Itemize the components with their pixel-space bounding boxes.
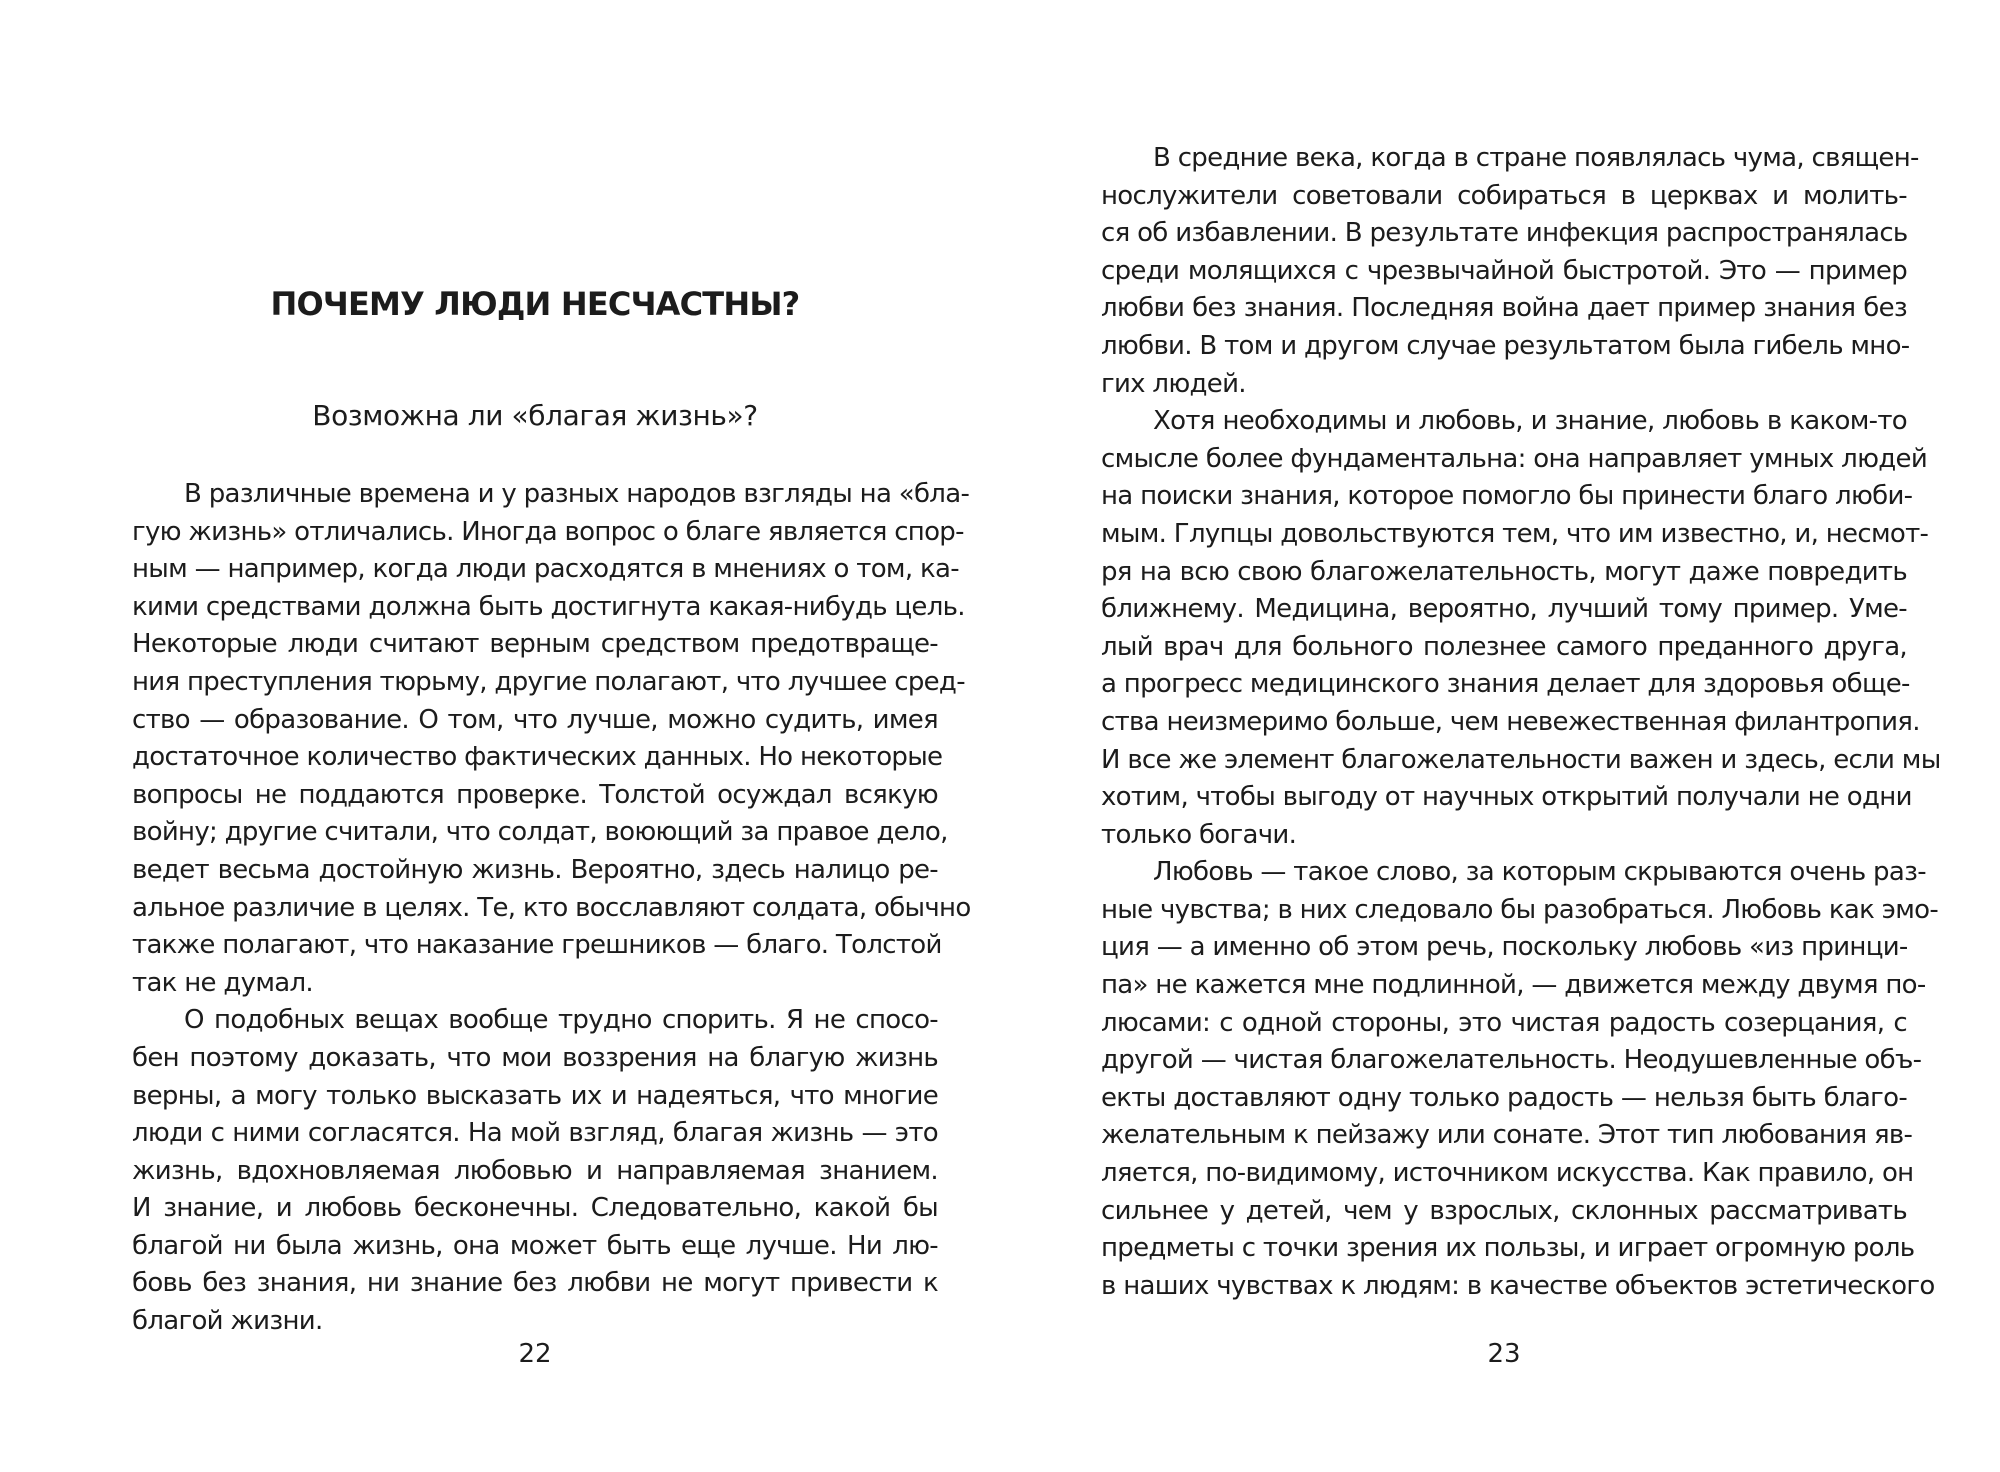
paragraph <box>132 1002 938 1340</box>
right-page-text <box>1101 140 1941 1305</box>
text-line: Некоторые люди считают верным средством предотвраще- <box>132 629 938 660</box>
text-line: сильнее у детей, чем у взрослых, склонных рассматривать <box>1101 1195 1907 1226</box>
text-line: так не думал. <box>132 967 313 998</box>
text-line: ляется, по-видимому, источником искусства. Как правило, он <box>1101 1158 1914 1189</box>
text-line: ство — образование. О том, что лучше, можно судить, имея <box>132 704 938 735</box>
text-line: ства неизмеримо больше, чем невежественная филантропия. <box>1101 706 1920 737</box>
text-line: кими средствами должна быть достигнута какая-нибудь цель. <box>132 591 965 622</box>
text-line: также полагают, что наказание грешников — благо. Толстой <box>132 930 942 961</box>
text-line: екты доставляют одну только радость — нельзя быть благо- <box>1101 1082 1907 1113</box>
text-line: другой — чистая благожелательность. Неодушевленные объ- <box>1101 1045 1922 1076</box>
paragraph <box>132 476 971 1002</box>
text-line: лый врач для больного полезнее самого преданного друга, <box>1101 631 1907 662</box>
text-line: благой ни была жизнь, она может быть еще лучше. Ни лю- <box>132 1230 938 1261</box>
text-line: па» не кажется мне подлинной, — движется между двумя по- <box>1101 970 1926 1001</box>
text-line: гих людей. <box>1101 368 1246 399</box>
text-line: В средние века, когда в стране появлялась чума, священ- <box>1153 143 1919 173</box>
text-line: ведет весьма достойную жизнь. Вероятно, здесь налицо ре- <box>132 854 938 885</box>
paragraph <box>1101 854 1939 1305</box>
text-line: верны, а могу только высказать их и надеяться, что многие <box>132 1080 938 1111</box>
text-line: Хотя необходимы и любовь, и знание, любовь в каком-то <box>1153 406 1907 437</box>
text-line: О подобных вещах вообще трудно спорить. Я не спосо- <box>184 1005 938 1036</box>
text-line: гую жизнь» отличались. Иногда вопрос о благе является спор- <box>132 516 964 547</box>
text-line: а прогресс медицинского знания делает для здоровья обще- <box>1101 669 1910 700</box>
text-line: в наших чувствах к людям: в качестве объектов эстетического <box>1101 1270 1935 1301</box>
text-line: И все же элемент благожелательности важен и здесь, если мы <box>1101 744 1941 775</box>
text-line: смысле более фундаментальна: она направляет умных людей <box>1101 443 1928 474</box>
text-line: мым. Глупцы довольствуются тем, что им известно, и, несмот- <box>1101 518 1929 549</box>
text-line: люсами: с одной стороны, это чистая радость созерцания, с <box>1101 1007 1907 1038</box>
page-number-left: 22 <box>518 1339 552 1369</box>
text-line: вопросы не поддаются проверке. Толстой осуждал всякую <box>132 779 938 810</box>
text-line: благой жизни. <box>132 1306 323 1337</box>
text-line: ные чувства; в них следовало бы разобраться. Любовь как эмо- <box>1101 894 1939 925</box>
section-title: Возможна ли «благая жизнь»? <box>312 399 758 432</box>
paragraph <box>1101 140 1919 403</box>
text-line: предметы с точки зрения их пользы, и играет огромную роль <box>1101 1233 1915 1264</box>
text-line: только богачи. <box>1101 819 1297 850</box>
text-line: люди с ними согласятся. На мой взгляд, благая жизнь — это <box>132 1118 938 1149</box>
text-line: ния преступления тюрьму, другие полагают, что лучшее сред- <box>132 666 965 697</box>
text-line: желательным к пейзажу или сонате. Этот тип любования яв- <box>1101 1120 1913 1151</box>
text-line: ция — а именно об этом речь, поскольку любовь «из принци- <box>1101 932 1908 963</box>
text-line: В различные времена и у разных народов взгляды на «бла- <box>184 479 970 509</box>
text-line: Любовь — такое слово, за которым скрываются очень раз- <box>1153 857 1926 888</box>
text-line: ся об избавлении. В результате инфекция распространялась <box>1101 218 1908 249</box>
text-line: на поиски знания, которое помогло бы принести благо люби- <box>1101 481 1913 512</box>
text-line: достаточное количество фактических данных. Но некоторые <box>132 742 943 773</box>
paragraph <box>1101 403 1941 854</box>
chapter-title: ПОЧЕМУ ЛЮДИ НЕСЧАСТНЫ? <box>270 285 800 323</box>
left-page-text <box>132 476 971 1341</box>
text-line: жизнь, вдохновляемая любовью и направляемая знанием. <box>132 1155 938 1186</box>
page-number-right: 23 <box>1487 1339 1521 1369</box>
text-line: альное различие в целях. Те, кто восславляют солдата, обычно <box>132 892 971 923</box>
text-line: хотим, чтобы выгоду от научных открытий получали не одни <box>1101 782 1912 813</box>
text-line: среди молящихся с чрезвычайной быстротой. Это — пример <box>1101 255 1907 286</box>
text-line: ближнему. Медицина, вероятно, лучший тому пример. Уме- <box>1101 594 1907 625</box>
text-line: нослужители советовали собираться в церквах и молить- <box>1101 180 1907 211</box>
text-line: войну; другие считали, что солдат, воюющий за правое дело, <box>132 817 948 848</box>
text-line: бовь без знания, ни знание без любви не могут привести к <box>132 1268 938 1299</box>
text-line: бен поэтому доказать, что мои воззрения на благую жизнь <box>132 1042 938 1073</box>
right-page <box>1000 0 2000 1472</box>
text-line: И знание, и любовь бесконечны. Следовательно, какой бы <box>132 1193 938 1224</box>
text-line: любви. В том и другом случае результатом была гибель мно- <box>1101 330 1910 361</box>
text-line: ря на всю свою благожелательность, могут даже повредить <box>1101 556 1907 587</box>
text-line: любви без знания. Последняя война дает пример знания без <box>1101 293 1907 324</box>
text-line: ным — например, когда люди расходятся в мнениях о том, ка- <box>132 554 959 585</box>
